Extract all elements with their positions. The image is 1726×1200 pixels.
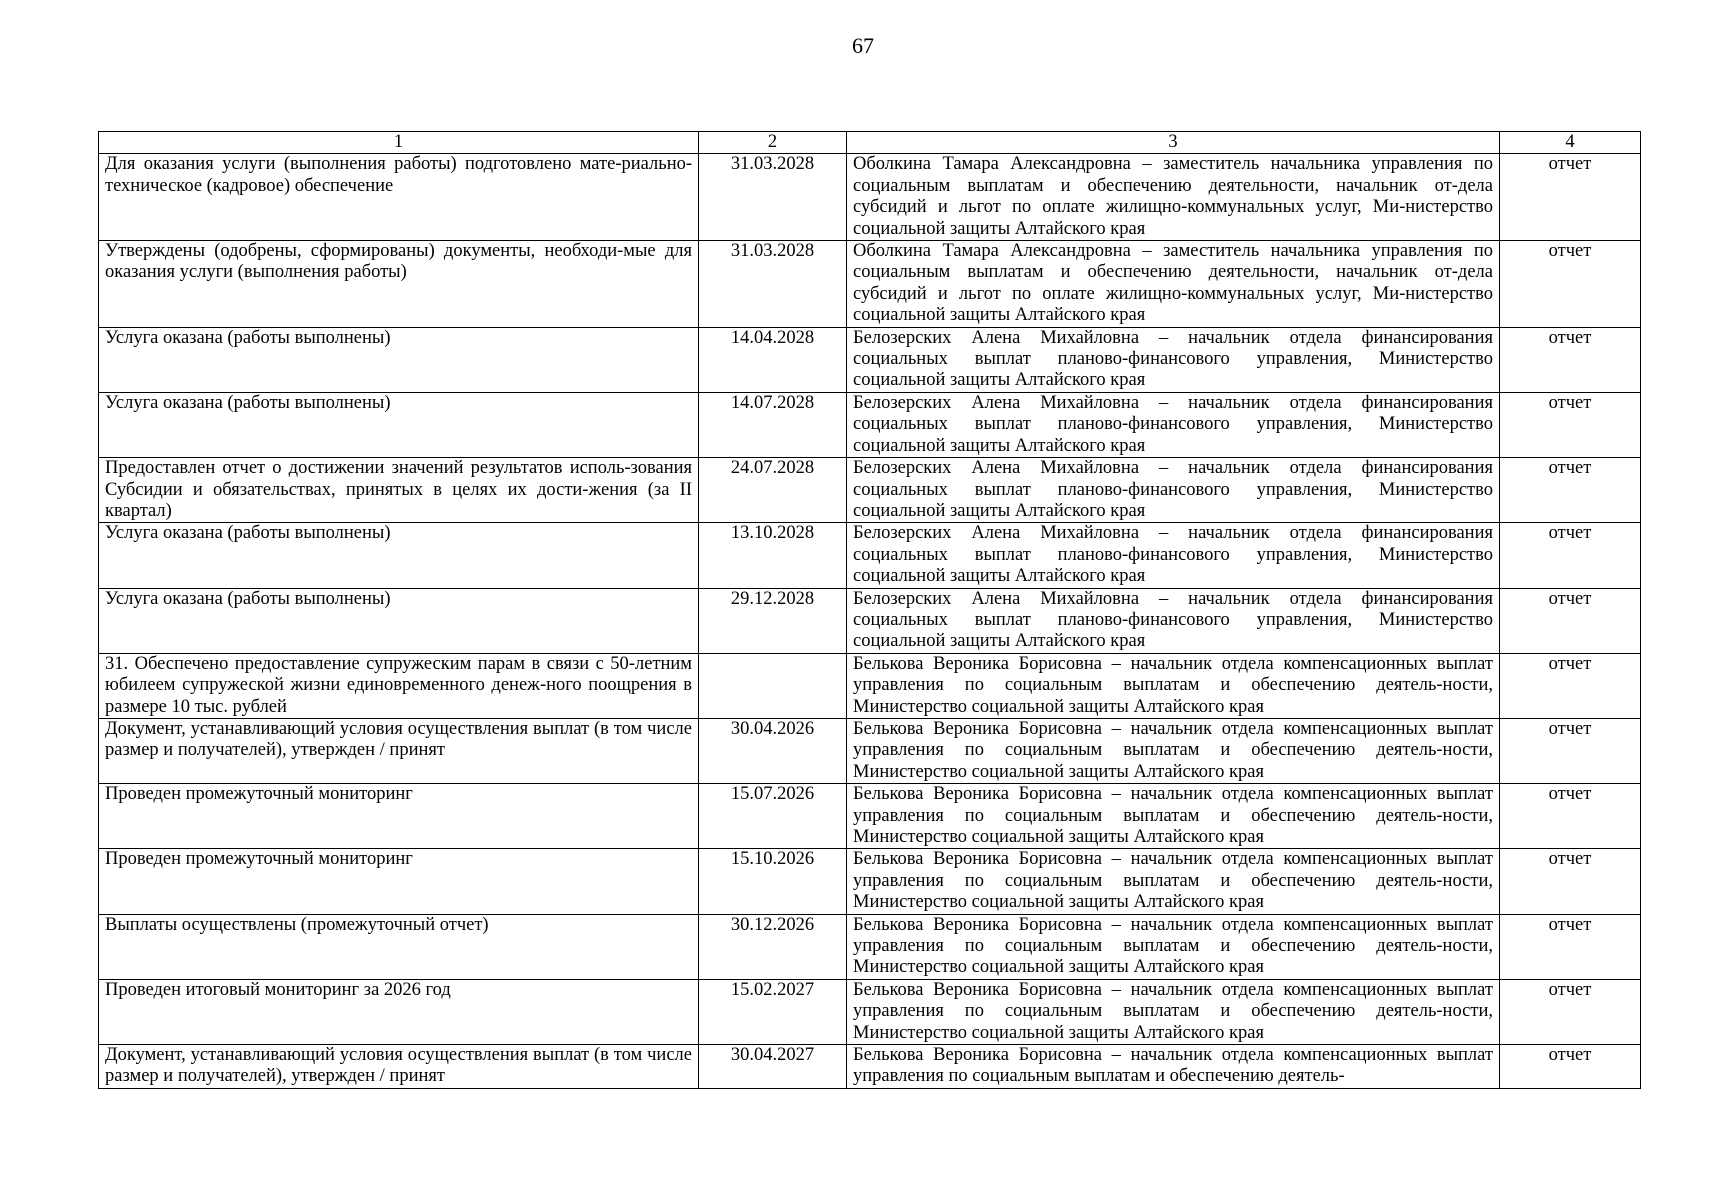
date-cell: 29.12.2028 (699, 588, 847, 653)
responsible-cell: Белозерских Алена Михайловна – начальник отдела финансирования социальных выплат планово-финансового управления, Министерство социальной защиты Алтайского края (847, 327, 1500, 392)
responsible-cell: Белькова Вероника Борисовна – начальник отдела компенсационных выплат управления по социальным выплатам и обеспечению деятель-ности, Министерство социальной защиты Алтайского края (847, 718, 1500, 783)
table-row (99, 718, 1641, 783)
date-cell: 31.03.2028 (699, 154, 847, 241)
responsible-cell: Белозерских Алена Михайловна – начальник отдела финансирования социальных выплат планово-финансового управления, Министерство социальной защиты Алтайского края (847, 588, 1500, 653)
document-cell: отчет (1500, 241, 1641, 328)
responsible-cell: Белькова Вероника Борисовна – начальник отдела компенсационных выплат управления по социальным выплатам и обеспечению деятель-ности, Министерство социальной защиты Алтайского края (847, 653, 1500, 718)
table-row (99, 1045, 1641, 1089)
date-cell: 13.10.2028 (699, 523, 847, 588)
document-cell: отчет (1500, 154, 1641, 241)
event-cell: Услуга оказана (работы выполнены) (99, 327, 699, 392)
event-cell: Услуга оказана (работы выполнены) (99, 588, 699, 653)
table-row (99, 392, 1641, 457)
document-cell: отчет (1500, 784, 1641, 849)
document-cell: отчет (1500, 849, 1641, 914)
table-row (99, 241, 1641, 328)
document-cell: отчет (1500, 588, 1641, 653)
event-cell: Утверждены (одобрены, сформированы) документы, необходи-мые для оказания услуги (выполнения работы) (99, 241, 699, 328)
document-cell: отчет (1500, 1045, 1641, 1089)
document-cell: отчет (1500, 327, 1641, 392)
event-cell: Услуга оказана (работы выполнены) (99, 523, 699, 588)
responsible-cell: Белькова Вероника Борисовна – начальник отдела компенсационных выплат управления по социальным выплатам и обеспечению деятель-ности, Министерство социальной защиты Алтайского края (847, 979, 1500, 1044)
table-row (99, 523, 1641, 588)
date-cell: 30.04.2026 (699, 718, 847, 783)
responsible-cell: Белькова Вероника Борисовна – начальник отдела компенсационных выплат управления по социальным выплатам и обеспечению деятель-ности, Министерство социальной защиты Алтайского края (847, 914, 1500, 979)
document-cell: отчет (1500, 653, 1641, 718)
event-cell: Документ, устанавливающий условия осуществления выплат (в том числе размер и получателей), утвержден / принят (99, 718, 699, 783)
event-cell: Выплаты осуществлены (промежуточный отчет) (99, 914, 699, 979)
date-cell: 15.07.2026 (699, 784, 847, 849)
document-cell: отчет (1500, 523, 1641, 588)
event-cell: 31. Обеспечено предоставление супружеским парам в связи с 50-летним юбилеем супружеской жизни единовременного денеж-ного поощрения в размере 10 тыс. рублей (99, 653, 699, 718)
responsible-cell: Белькова Вероника Борисовна – начальник отдела компенсационных выплат управления по социальным выплатам и обеспечению деятель-ности, Министерство социальной защиты Алтайского края (847, 784, 1500, 849)
date-cell: 31.03.2028 (699, 241, 847, 328)
table-body (99, 132, 1641, 1089)
date-cell (699, 653, 847, 718)
date-cell: 15.10.2026 (699, 849, 847, 914)
event-cell: Проведен промежуточный мониторинг (99, 849, 699, 914)
document-cell: отчет (1500, 458, 1641, 523)
document-cell: отчет (1500, 392, 1641, 457)
header-cell: 1 (99, 132, 699, 154)
document-cell: отчет (1500, 914, 1641, 979)
table-row (99, 458, 1641, 523)
responsible-cell: Белькова Вероника Борисовна – начальник отдела компенсационных выплат управления по социальным выплатам и обеспечению деятель- (847, 1045, 1500, 1089)
date-cell: 14.04.2028 (699, 327, 847, 392)
header-cell: 3 (847, 132, 1500, 154)
table-row (99, 784, 1641, 849)
responsible-cell: Белозерских Алена Михайловна – начальник отдела финансирования социальных выплат планово-финансового управления, Министерство социальной защиты Алтайского края (847, 458, 1500, 523)
event-cell: Документ, устанавливающий условия осуществления выплат (в том числе размер и получателей), утвержден / принят (99, 1045, 699, 1089)
responsible-cell: Белькова Вероника Борисовна – начальник отдела компенсационных выплат управления по социальным выплатам и обеспечению деятель-ности, Министерство социальной защиты Алтайского края (847, 849, 1500, 914)
event-cell: Проведен промежуточный мониторинг (99, 784, 699, 849)
responsible-cell: Белозерских Алена Михайловна – начальник отдела финансирования социальных выплат планово-финансового управления, Министерство социальной защиты Алтайского края (847, 523, 1500, 588)
responsible-cell: Оболкина Тамара Александровна – заместитель начальника управления по социальным выплатам и обеспечению деятельности, начальник от-дела субсидий и льгот по оплате жилищно-коммунальных услуг, Ми-нистерство социальной защиты Алтайского края (847, 241, 1500, 328)
table-row (99, 914, 1641, 979)
event-cell: Услуга оказана (работы выполнены) (99, 392, 699, 457)
responsible-cell: Оболкина Тамара Александровна – заместитель начальника управления по социальным выплатам и обеспечению деятельности, начальник от-дела субсидий и льгот по оплате жилищно-коммунальных услуг, Ми-нистерство социальной защиты Алтайского края (847, 154, 1500, 241)
date-cell: 24.07.2028 (699, 458, 847, 523)
event-cell: Предоставлен отчет о достижении значений результатов исполь-зования Субсидии и обязательствах, принятых в целях их дости-жения (за II квартал) (99, 458, 699, 523)
table-row (99, 327, 1641, 392)
plan-table (98, 131, 1641, 1089)
header-cell: 2 (699, 132, 847, 154)
document-cell: отчет (1500, 979, 1641, 1044)
table-header-row (99, 132, 1641, 154)
event-cell: Для оказания услуги (выполнения работы) подготовлено мате-риально-техническое (кадровое) обеспечение (99, 154, 699, 241)
event-cell: Проведен итоговый мониторинг за 2026 год (99, 979, 699, 1044)
date-cell: 30.04.2027 (699, 1045, 847, 1089)
table-row (99, 588, 1641, 653)
date-cell: 15.02.2027 (699, 979, 847, 1044)
date-cell: 14.07.2028 (699, 392, 847, 457)
table-row (99, 849, 1641, 914)
header-cell: 4 (1500, 132, 1641, 154)
table-row (99, 979, 1641, 1044)
page-number: 67 (852, 33, 874, 58)
document-cell: отчет (1500, 718, 1641, 783)
table-row (99, 154, 1641, 241)
date-cell: 30.12.2026 (699, 914, 847, 979)
responsible-cell: Белозерских Алена Михайловна – начальник отдела финансирования социальных выплат планово-финансового управления, Министерство социальной защиты Алтайского края (847, 392, 1500, 457)
table-row (99, 653, 1641, 718)
